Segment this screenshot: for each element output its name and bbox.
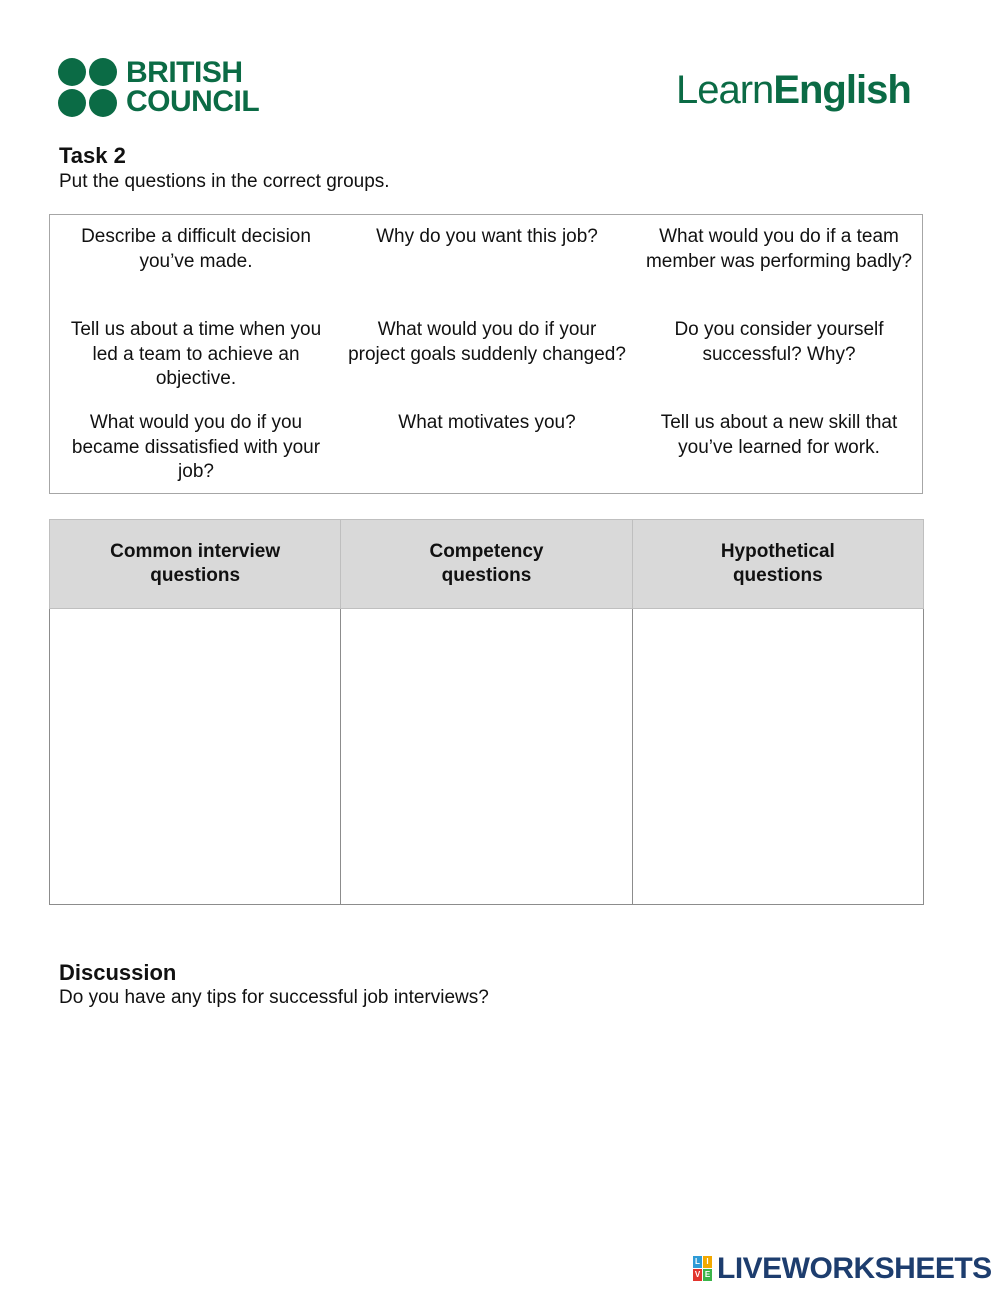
british-council-dots-icon xyxy=(58,58,120,120)
question-card[interactable]: Do you consider yourself successful? Why? xyxy=(674,319,884,365)
question-card[interactable]: Tell us about a time when you led a team to achieve an objective. xyxy=(70,319,322,389)
sorting-table xyxy=(49,519,924,905)
discussion-prompt: Do you have any tips for successful job interviews? xyxy=(59,987,489,1008)
question-card[interactable]: What would you do if your project goals suddenly changed? xyxy=(348,319,626,365)
group-header-common: Common interview questions xyxy=(50,520,341,609)
question-card[interactable]: Why do you want this job? xyxy=(376,226,598,247)
sorting-table-drop-row xyxy=(50,609,924,905)
british-council-line2: COUNCIL xyxy=(126,85,260,118)
learnenglish-light: Learn xyxy=(676,68,774,112)
british-council-line1: BRITISH xyxy=(126,56,243,89)
task-instruction: Put the questions in the correct groups. xyxy=(59,171,390,192)
question-card[interactable]: Describe a difficult decision you’ve made. xyxy=(81,226,311,272)
liveworksheets-wordmark: LIVEWORKSHEETS xyxy=(717,1252,992,1285)
group-header-competency: Competency questions xyxy=(341,520,632,609)
question-card[interactable]: What motivates you? xyxy=(398,412,576,433)
question-card[interactable]: What would you do if you became dissatisfied with your job? xyxy=(71,412,321,482)
learnenglish-bold: English xyxy=(773,68,911,112)
liveworksheets-blocks-icon: L I V E xyxy=(694,1257,711,1279)
question-card[interactable]: Tell us about a new skill that you’ve learned for work. xyxy=(660,412,898,458)
question-card[interactable]: What would you do if a team member was performing badly? xyxy=(645,226,913,272)
discussion-title: Discussion xyxy=(59,960,177,985)
drop-zone-hypothetical[interactable] xyxy=(632,609,923,905)
sorting-table-header-row xyxy=(50,520,924,609)
question-box xyxy=(49,214,923,494)
british-council-logo xyxy=(58,58,278,120)
drop-zone-common[interactable] xyxy=(50,609,341,905)
group-header-hypothetical: Hypothetical questions xyxy=(632,520,923,609)
task-title: Task 2 xyxy=(59,143,126,168)
drop-zone-competency[interactable] xyxy=(341,609,632,905)
learnenglish-logo xyxy=(676,66,911,114)
